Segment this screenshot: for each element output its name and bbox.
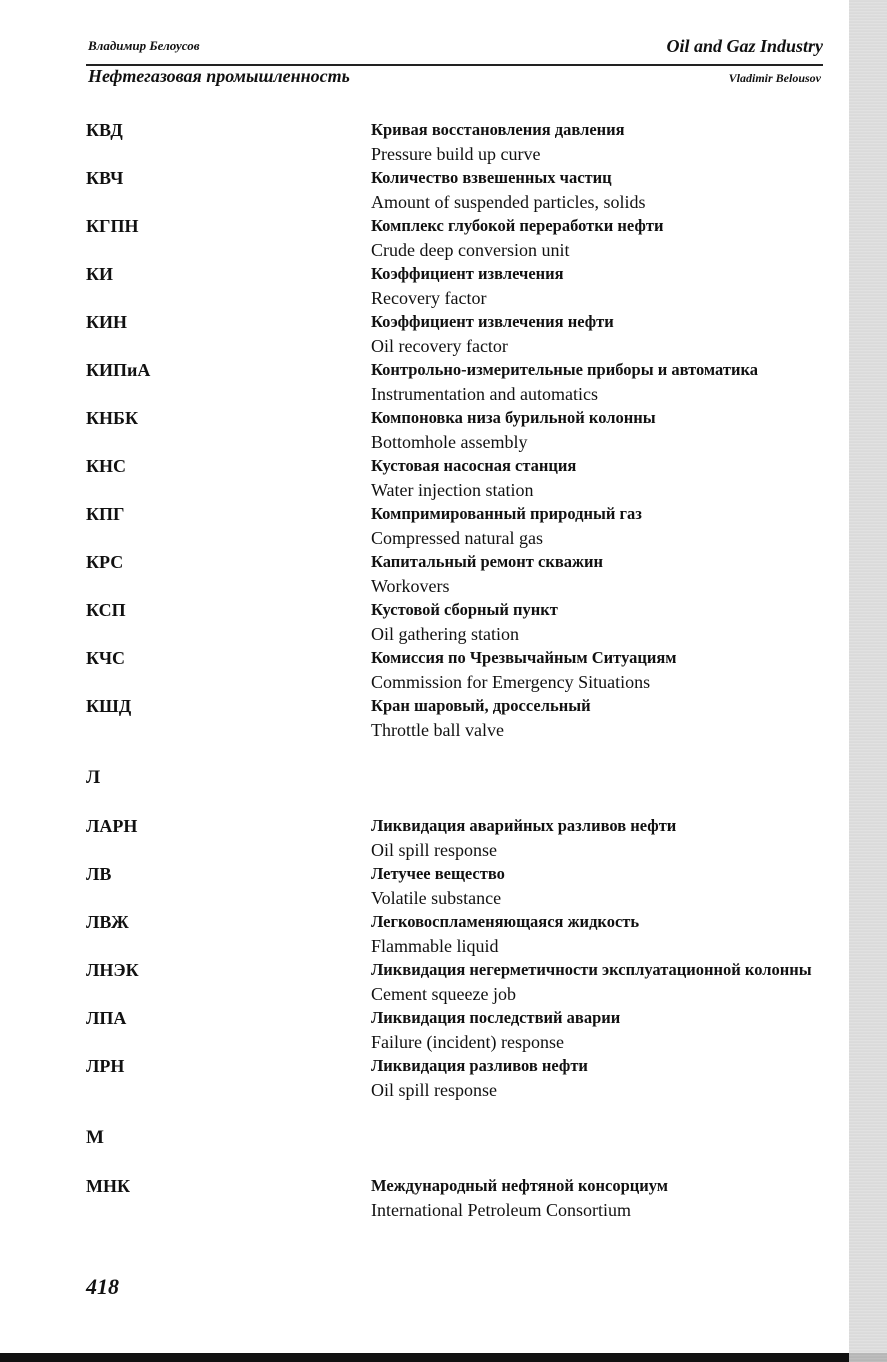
entry-term-en: Instrumentation and automatics [371,384,598,404]
glossary-entry [86,262,826,310]
entry-term-en: Volatile substance [371,888,502,908]
header-author-en: Vladimir Belousov [728,71,821,85]
entry-definitions [371,646,826,694]
entry-term-en: Failure (incident) response [371,1032,564,1052]
entry-abbreviation: МНК [86,1176,131,1196]
glossary-entry [86,910,826,958]
entry-abbreviation: КСП [86,600,126,620]
entry-abbreviation: КРС [86,552,124,572]
entries-l-list [86,814,826,1102]
section-heading-l: Л [86,767,101,788]
entry-term-en: Amount of suspended particles, solids [371,192,646,212]
entry-term-en: International Petroleum Consortium [371,1200,631,1220]
entry-definitions [371,694,826,742]
entry-abbreviation: ЛВЖ [86,912,129,932]
entry-abbreviation: ЛАРН [86,816,138,836]
glossary-entry [86,646,826,694]
header-author-ru: Владимир Белоусов [88,38,200,53]
glossary-entry [86,598,826,646]
section-heading-m: М [86,1127,104,1148]
entry-definitions [371,358,826,406]
entry-definitions [371,1054,826,1102]
glossary-entry [86,694,826,742]
glossary-entry [86,1006,826,1054]
glossary-entry [86,310,826,358]
entry-term-ru: Кустовая насосная станция [371,456,577,475]
entry-definitions [371,502,826,550]
entry-term-en: Oil spill response [371,840,497,860]
glossary-entry [86,166,826,214]
entries-k-list [86,118,826,742]
entry-abbreviation: КИ [86,264,114,284]
scan-right-edge [849,0,887,1362]
glossary-entry [86,454,826,502]
entry-definitions [371,454,826,502]
glossary-entry [86,958,826,1006]
entry-term-ru: Коэффициент извлечения нефти [371,312,614,331]
entry-abbreviation: ЛПА [86,1008,127,1028]
glossary-entry [86,1174,826,1222]
entry-term-ru: Международный нефтяной консорциум [371,1176,669,1195]
entry-abbreviation: КЧС [86,648,126,668]
entry-definitions [371,910,826,958]
entry-term-en: Commission for Emergency Situations [371,672,651,692]
entry-term-ru: Компримированный природный газ [371,504,642,523]
entry-abbreviation: КНС [86,456,127,476]
entry-abbreviation: КШД [86,696,132,716]
entry-definitions [371,1174,826,1222]
entry-definitions [371,406,826,454]
glossary-entry [86,358,826,406]
entry-term-ru: Комплекс глубокой переработки нефти [371,216,664,235]
glossary-entry [86,118,826,166]
entry-definitions [371,1006,826,1054]
entry-abbreviation: КИПиА [86,360,151,380]
entry-definitions [371,598,826,646]
entry-term-en: Water injection station [371,480,534,500]
entry-abbreviation: ЛВ [86,864,112,884]
glossary-entry [86,814,826,862]
header-title-ru: Нефтегазовая промышленность [88,66,350,86]
entry-term-ru: Капитальный ремонт скважин [371,552,603,571]
entry-abbreviation: КВД [86,120,123,140]
entry-term-en: Oil spill response [371,1080,497,1100]
entry-term-ru: Легковоспламеняющаяся жидкость [371,912,640,931]
entries-m-list [86,1174,826,1222]
entry-term-en: Pressure build up curve [371,144,541,164]
entry-term-en: Compressed natural gas [371,528,543,548]
glossary-content [86,118,826,1222]
entry-abbreviation: КПГ [86,504,125,524]
glossary-entry [86,214,826,262]
entry-term-en: Recovery factor [371,288,487,308]
entry-term-ru: Ликвидация разливов нефти [371,1056,588,1075]
entry-term-ru: Комиссия по Чрезвычайным Ситуациям [371,648,677,667]
entry-abbreviation: КВЧ [86,168,124,188]
entry-abbreviation: КГПН [86,216,139,236]
entry-definitions [371,310,826,358]
entry-term-ru: Количество взвешенных частиц [371,168,612,187]
entry-term-en: Crude deep conversion unit [371,240,570,260]
entry-term-en: Throttle ball valve [371,720,504,740]
entry-term-ru: Компоновка низа бурильной колонны [371,408,656,427]
entry-term-en: Workovers [371,576,450,596]
entry-term-ru: Ликвидация аварийных разливов нефти [371,816,677,835]
glossary-entry [86,550,826,598]
entry-definitions [371,118,826,166]
entry-definitions [371,814,826,862]
entry-term-en: Oil gathering station [371,624,519,644]
entry-definitions [371,262,826,310]
entry-term-ru: Контрольно-измерительные приборы и автоматика [371,360,758,379]
entry-definitions [371,958,826,1006]
entry-term-ru: Ликвидация последствий аварии [371,1008,621,1027]
entry-abbreviation: ЛНЭК [86,960,139,980]
glossary-entry [86,406,826,454]
scan-bottom-edge [0,1353,887,1362]
entry-term-ru: Коэффициент извлечения [371,264,564,283]
entry-term-ru: Кран шаровый, дроссельный [371,696,591,715]
entry-abbreviation: КНБК [86,408,139,428]
glossary-entry [86,1054,826,1102]
glossary-entry [86,502,826,550]
header-title-en: Oil and Gaz Industry [666,36,823,56]
entry-term-en: Flammable liquid [371,936,499,956]
entry-term-ru: Кустовой сборный пункт [371,600,558,619]
entry-definitions [371,214,826,262]
entry-term-en: Oil recovery factor [371,336,508,356]
glossary-entry [86,862,826,910]
entry-abbreviation: КИН [86,312,128,332]
entry-term-ru: Кривая восстановления давления [371,120,625,139]
entry-definitions [371,166,826,214]
entry-term-en: Bottomhole assembly [371,432,528,452]
entry-term-ru: Ликвидация негерметичности эксплуатационной колонны [371,960,812,979]
entry-definitions [371,862,826,910]
entry-term-en: Cement squeeze job [371,984,516,1004]
entry-term-ru: Летучее вещество [371,864,505,883]
page-number: 418 [86,1274,119,1299]
entry-abbreviation: ЛРН [86,1056,125,1076]
entry-definitions [371,550,826,598]
